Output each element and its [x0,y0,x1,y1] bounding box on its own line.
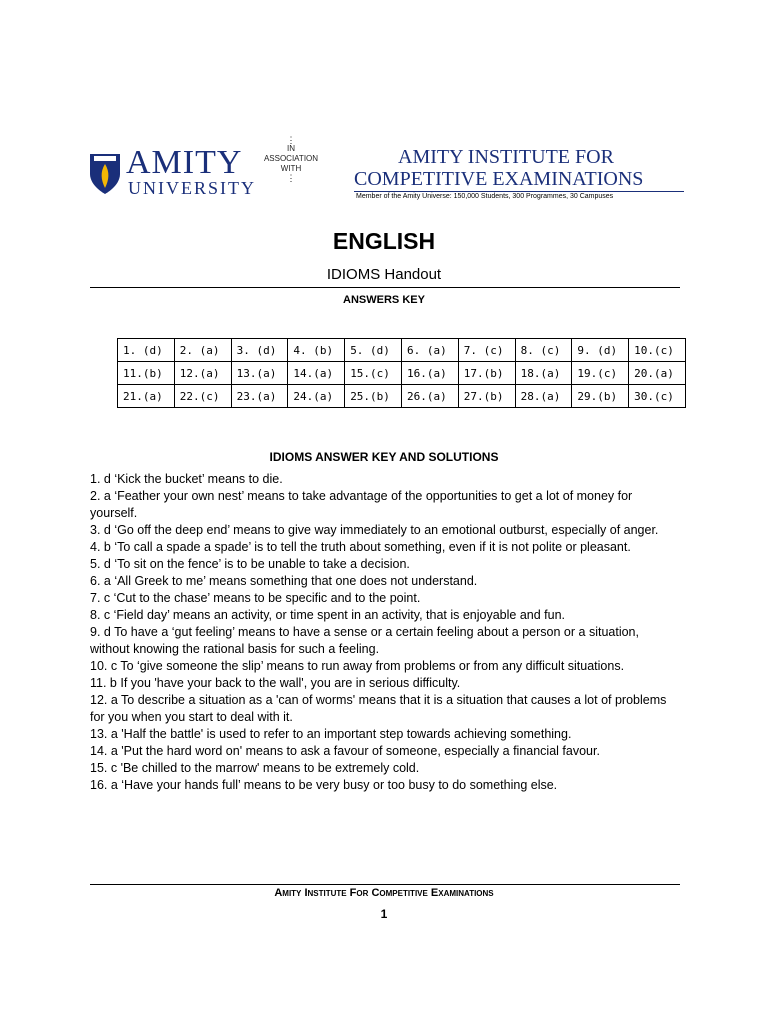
association-note [258,136,324,212]
amity-university-logo [88,144,256,200]
list-item: 5. d ‘To sit on the fence’ is to be unable to take a decision. [90,557,410,571]
answer-cell: 29.(b) [572,385,629,408]
answer-cell: 8. (c) [515,339,572,362]
answer-cell: 9. (d) [572,339,629,362]
list-item: 14. a 'Put the hard word on' means to ask a favour of someone, especially a financial favour. [90,744,600,758]
answer-cell: 27.(b) [458,385,515,408]
answer-cell: 26.(a) [401,385,458,408]
answer-cell: 19.(c) [572,362,629,385]
answer-cell: 28.(a) [515,385,572,408]
dashed-divider-bottom: ⋮ [286,173,296,183]
answer-cell: 1. (d) [118,339,175,362]
aice-tagline: Member of the Amity Universe: 150,000 Students, 300 Programmes, 30 Campuses [356,193,614,200]
answer-cell: 5. (d) [345,339,402,362]
solutions-list [90,471,680,794]
list-item: 2. a ‘Feather your own nest’ means to take advantage of the opportunities to get a lot of money for yourself. [90,489,633,520]
answer-cell: 22.(c) [174,385,231,408]
list-item: 7. c ‘Cut to the chase’ means to be specific and to the point. [90,591,421,605]
list-item: 4. b ‘To call a spade a spade’ is to tell the truth about something, even if it is not polite or pleasant. [90,540,631,554]
list-item: 9. d To have a ‘gut feeling’ means to have a sense or a certain feeling about a person or a situation, without knowing the rational basis for such a feeling. [90,625,639,656]
answer-cell: 14.(a) [288,362,345,385]
list-item: 11. b If you 'have your back to the wall', you are in serious difficulty. [90,676,461,690]
assoc-line-3: WITH [280,164,302,173]
answer-cell: 20.(a) [629,362,686,385]
answer-cell: 11.(b) [118,362,175,385]
list-item: 10. c To ‘give someone the slip’ means to run away from problems or from any difficult situations. [90,659,625,673]
answer-cell: 18.(a) [515,362,572,385]
list-item: 8. c ‘Field day’ means an activity, or time spent in an activity, that is enjoyable and fun. [90,608,566,622]
title-divider [90,287,680,288]
table-row [118,362,686,385]
dashed-divider-top: ⋮ [286,135,296,145]
page-title: ENGLISH [332,228,436,254]
aice-rule [354,191,684,192]
amity-wordmark: AMITY [126,144,243,181]
answer-cell: 23.(a) [231,385,288,408]
list-item: 6. a ‘All Greek to me’ means something that one does not understand. [90,574,478,588]
answer-cell: 30.(c) [629,385,686,408]
solutions-heading: IDIOMS ANSWER KEY AND SOLUTIONS [269,450,499,464]
aice-title-line-2: COMPETITIVE EXAMINATIONS [354,168,644,190]
table-row [118,339,686,362]
assoc-line-1: IN [287,144,295,153]
page-subtitle: IDIOMS Handout [326,266,442,283]
footer-title: Amity Institute For Competitive Examinations [274,887,494,899]
university-wordmark: UNIVERSITY [128,178,256,198]
answer-cell: 17.(b) [458,362,515,385]
amity-shield-icon [88,152,122,196]
aice-logo [354,146,688,200]
answer-cell: 10.(c) [629,339,686,362]
answer-cell: 15.(c) [345,362,402,385]
list-item: 1. d ‘Kick the bucket’ means to die. [90,472,283,486]
answer-cell: 4. (b) [288,339,345,362]
answer-cell: 3. (d) [231,339,288,362]
list-item: 12. a To describe a situation as a 'can of worms' means that it is a situation that causes a lot of problems for you when you start to deal with it. [90,693,667,724]
answer-cell: 21.(a) [118,385,175,408]
assoc-line-2: ASSOCIATION [263,154,319,163]
answer-cell: 13.(a) [231,362,288,385]
answers-key-heading: ANSWERS KEY [343,294,425,306]
answer-key-table [117,338,686,408]
page-header [88,136,688,216]
list-item: 13. a 'Half the battle' is used to refer to an important step towards achieving something. [90,727,572,741]
answer-cell: 16.(a) [401,362,458,385]
list-item: 3. d ‘Go off the deep end’ means to give way immediately to an emotional outburst, especially of anger. [90,523,659,537]
answer-cell: 6. (a) [401,339,458,362]
answer-cell: 12.(a) [174,362,231,385]
footer-divider [90,884,680,885]
list-item: 15. c 'Be chilled to the marrow' means to be extremely cold. [90,761,420,775]
list-item: 16. a ‘Have your hands full’ means to be very busy or too busy to do something else. [90,778,558,792]
answer-cell: 24.(a) [288,385,345,408]
page-number: 1 [380,907,388,921]
answer-cell: 25.(b) [345,385,402,408]
answer-cell: 7. (c) [458,339,515,362]
table-row [118,385,686,408]
aice-title-line-1: AMITY INSTITUTE FOR [398,146,614,168]
answer-cell: 2. (a) [174,339,231,362]
